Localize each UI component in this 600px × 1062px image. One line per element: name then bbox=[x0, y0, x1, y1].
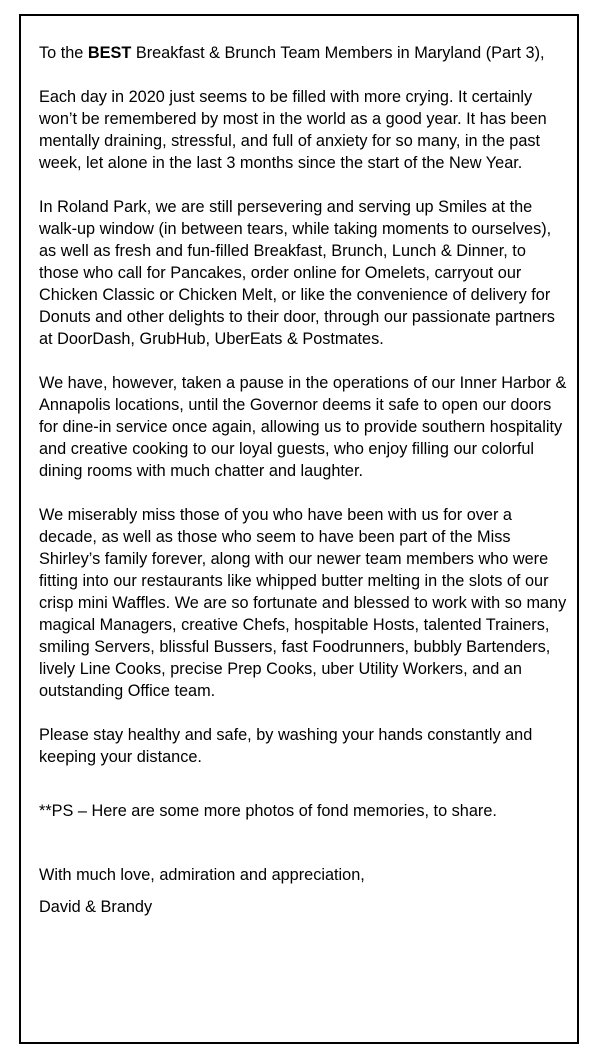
paragraph-3: We have, however, taken a pause in the operations of our Inner Harbor & Annapolis locations, until the Governor deems it safe to open our doors for dine-in service once again, allowing us to provide southern hospitality and creative cooking to our loyal guests, who enjoy filling our colorful dining rooms with much chatter and laughter. bbox=[39, 374, 567, 480]
greeting-suffix: Breakfast & Brunch Team Members in Maryland (Part 3), bbox=[131, 44, 545, 62]
closing-line: With much love, admiration and appreciation, bbox=[39, 866, 365, 884]
postscript: **PS – Here are some more photos of fond memories, to share. bbox=[39, 802, 497, 820]
paragraph-2: In Roland Park, we are still persevering and serving up Smiles at the walk-up window (in between tears, while taking moments to ourselves), as well as fresh and fun-filled Breakfast, Brunch, Lunch & Dinner, to those who call for Pancakes, order online for Omelets, carryout our Chicken Classic or Chicken Melt, or like the convenience of delivery for Donuts and other delights to their door, through our passionate partners at DoorDash, GrubHub, UberEats & Postmates. bbox=[39, 198, 555, 348]
paragraph-5: Please stay healthy and safe, by washing your hands constantly and keeping your distance. bbox=[39, 726, 533, 766]
greeting-emphasis: BEST bbox=[87, 44, 132, 62]
letter-body bbox=[39, 42, 569, 918]
paragraph-4: We miserably miss those of you who have been with us for over a decade, as well as those who seem to have been part of the Miss Shirley’s family forever, along with our newer team members who were fitting into our restaurants like whipped butter melting in the slots of our crisp mini Waffles. We are so fortunate and blessed to work with so many magical Managers, creative Chefs, hospitable Hosts, talented Trainers, smiling Servers, blissful Bussers, fast Foodrunners, bubbly Bartenders, lively Line Cooks, precise Prep Cooks, uber Utility Workers, and an outstanding Office team. bbox=[39, 506, 567, 700]
greeting-prefix: To the bbox=[39, 44, 88, 62]
paragraph-1: Each day in 2020 just seems to be filled with more crying. It certainly won’t be remembered by most in the world as a good year. It has been mentally draining, stressful, and full of anxiety for so many, in the past week, let alone in the last 3 months since the start of the New Year. bbox=[39, 88, 547, 172]
letter-greeting bbox=[39, 42, 569, 64]
signature: David & Brandy bbox=[39, 898, 153, 916]
